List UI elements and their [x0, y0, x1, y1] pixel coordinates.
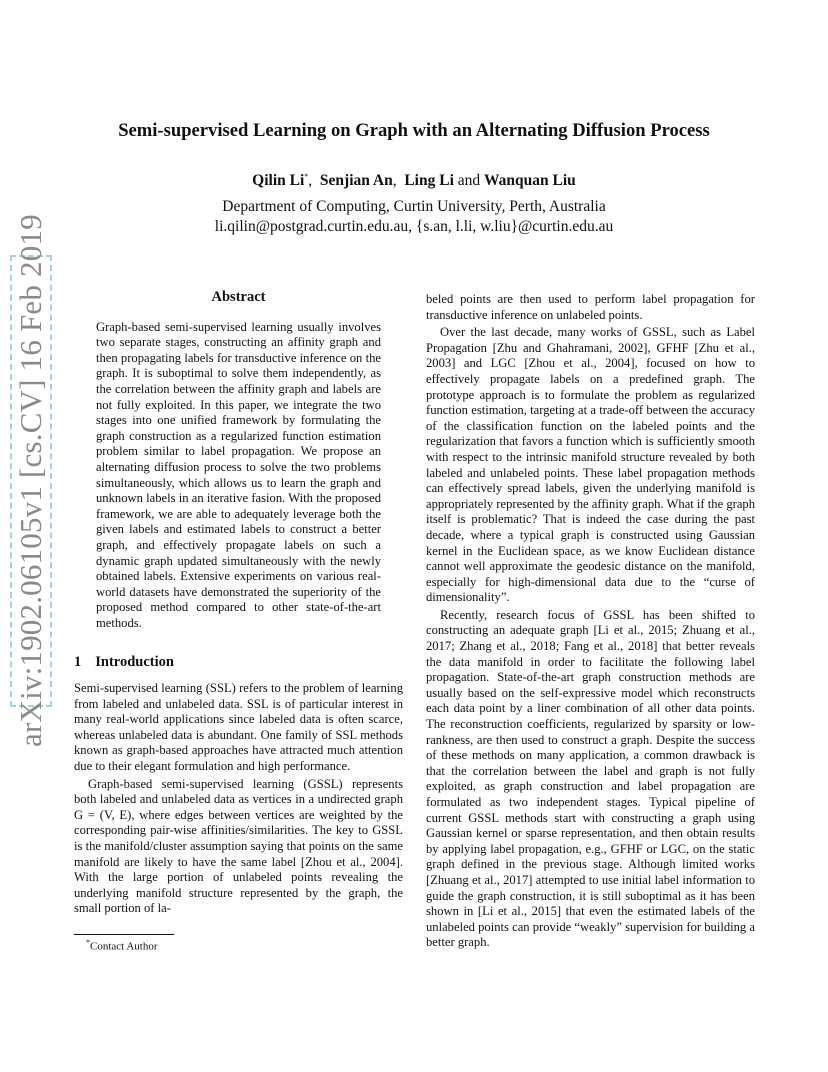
section-heading [74, 655, 403, 671]
author-name: Wanquan Liu [484, 172, 576, 190]
right-column [426, 292, 755, 951]
author-name: Qilin Li [252, 172, 305, 190]
left-column [74, 290, 403, 917]
affiliation: Department of Computing, Curtin University, Perth, Australia [222, 198, 606, 215]
paper-title: Semi-supervised Learning on Graph with an Alternating Diffusion Process [118, 120, 710, 141]
abstract-text: Graph-based semi-supervised learning usually involves two separate stages, constructing an affinity graph and then propagating labels for transductive inference on the graph. It is suboptimal to solve them independently, as the correlation between the affinity graph and labels are not fully exploited. In this paper, we integrate the two stages into one unified framework by formulating the graph construction as a regularized function estimation problem similar to label propagation. We propose an alternating diffusion process to solve the two problems simultaneously, which allows us to learn the graph and unknown labels in an iterative fasion. With the proposed framework, we are able to adequately leverage both the given labels and estimated labels to construct a better graph, and effectively propagate labels on such a dynamic graph updated simultaneously with the newly obtained labels. Extensive experiments on various real-world datasets have demonstrated the superiority of the proposed method compared to other state-of-the-art methods. [96, 319, 381, 630]
author-name: Ling Li [404, 172, 454, 190]
footnote-divider [74, 934, 174, 935]
section-title: Introduction [95, 654, 174, 671]
section-number: 1 [74, 654, 82, 671]
author-emails: li.qilin@postgrad.curtin.edu.au, {s.an, l.li, w.liu}@curtin.edu.au [214, 218, 614, 235]
paragraph: Graph-based semi-supervised learning (GSSL) represents both labeled and unlabeled data as vertices in a undirected graph G = (V, E), where edges between vertices are weighted by the corresponding pair-wise affinities/similarities. The key to GSSL is the manifold/cluster assumption saying that points on the same manifold are likely to have the same label [Zhou et al., 2004]. With the large portion of unlabeled points revealing the underlying manifold structure represented by the graph, the small portion of la- [74, 776, 403, 916]
paragraph: Over the last decade, many works of GSSL, such as Label Propagation [Zhu and Ghahramani, 2002], GFHF [Zhu et al., 2003] and LGC [Zhou et al., 2004], focused on how to effectively propagate labels on a predefined graph. The prototype approach is to formulate the problem as regularized function estimation, targeting at a trade-off between the accuracy of the classification function on the labeled points and the regularization that favors a function which is sufficiently smooth with respect to the intrinsic manifold structure revealed by both labeled and unlabeled points. These label propagation methods can effectively spread labels, given the underlying manifold is appropriately represented by the affinity graph. What if the graph itself is problematic? That is indeed the case during the past decade, where a typical graph is constructed using Gaussian kernel in the Euclidean space, as we know Euclidean distance cannot well approximate the geodesic distance on the manifold, especially for high-dimensional data due to the “curse of dimensionality”. [426, 325, 755, 605]
abstract-heading: Abstract [211, 289, 266, 305]
footnote-text: Contact Author [90, 940, 158, 953]
footnote-mark: * [86, 938, 90, 947]
arxiv-identifier: arXiv:1902.06105v1 [cs.CV] 16 Feb 2019 [10, 255, 52, 707]
paragraph: Recently, research focus of GSSL has been shifted to constructing an adequate graph [Li et al., 2015; Zhuang et al., 2017; Zhang et al., 2018; Fang et al., 2018] that better reveals the data manifold in order to facilitate the following label propagation. State-of-the-art graph construction methods are usually based on the self-expressive model which reconstructs each data point by a liner combination of all other data points. The reconstruction coefficients, regularized by sparsity or low-rankness, are then used to construct a graph. Despite the success of these methods on many application, a common drawback is that the correlation between the label and graph is not fully exploited, as graph construction and label propagation are formulated as two independent stages. Typical pipeline of current GSSL methods start with constructing a graph using Gaussian kernel or sparse representation, and then obtain results by applying label propagation, e.g., GFHF or LGC, on the static graph defined in the previous stage. Although limited works [Zhuang et al., 2017] attempted to use initial label information to guide the graph construction, it is still suboptimal as it has been shown in [Li et al., 2015] that even the estimated labels of the unlabeled points can provide “weakly” supervision for building a better graph. [426, 607, 755, 950]
paragraph: beled points are then used to perform label propagation for transductive inference on unlabeled points. [426, 292, 755, 322]
paragraph: Semi-supervised learning (SSL) refers to the problem of learning from labeled and unlabeled data. SSL is of particular interest in many real-world applications since labeled data is often scarce, whereas unlabeled data is abundant. One family of SSL methods known as graph-based approaches have attracted much attention due to their elegant formulation and high performance. [74, 681, 403, 774]
author-and: and [457, 172, 481, 190]
author-mark: * [304, 172, 309, 181]
footnote [86, 938, 158, 953]
author-list: Qilin Li*, Senjian An, Ling Li and Wanquan Liu [252, 172, 576, 190]
author-name: Senjian An [319, 172, 393, 190]
affiliation-block [60, 197, 768, 237]
